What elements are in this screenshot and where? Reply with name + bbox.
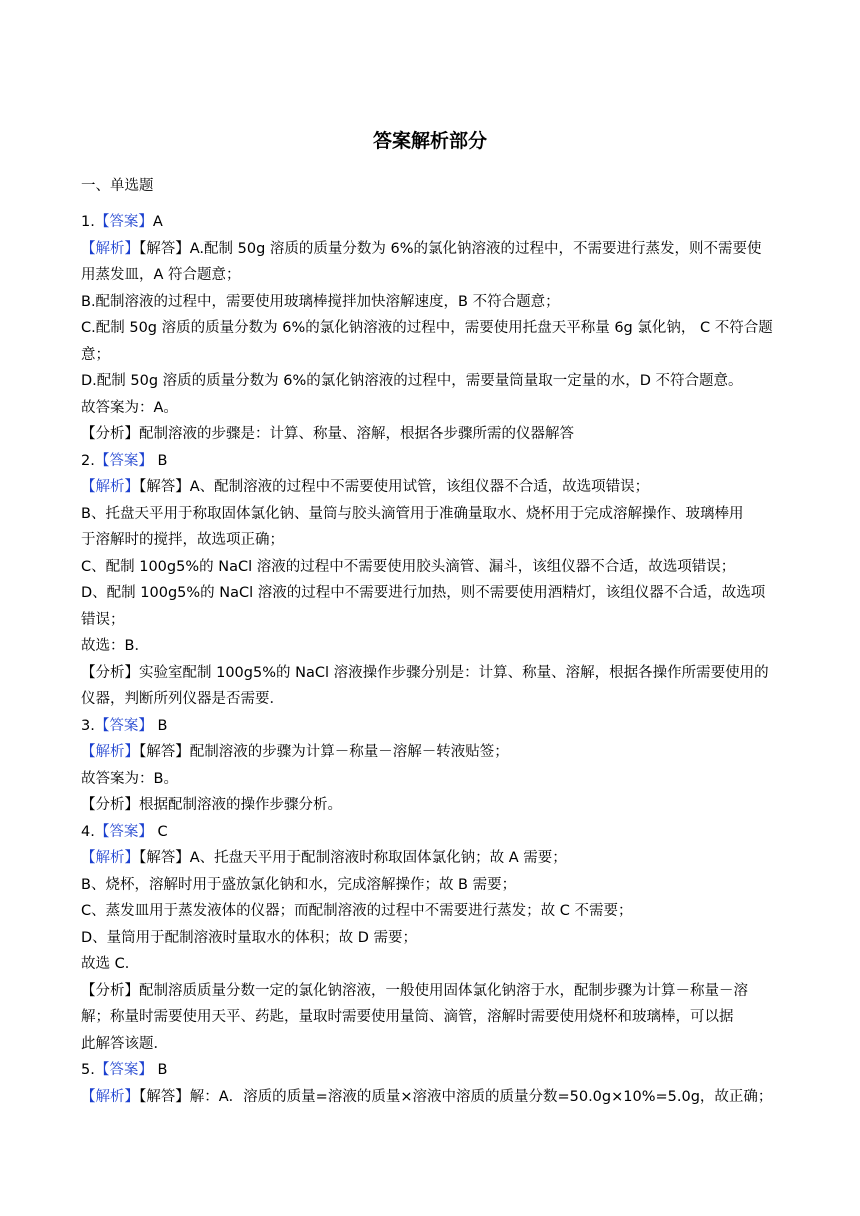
q4-text-4: D、量筒用于配制溶液时量取水的体积；故 D 需要；: [81, 929, 418, 946]
q1-analysis-text: 配制溶液的步骤是：计算、称量、溶解，根据各步骤所需的仪器解答: [139, 426, 574, 442]
q2-text-4: C、配制 100g5%的 NaCl 溶液的过程中不需要使用胶头滴管、漏斗，该组仪器不合适，故选项错误；: [81, 558, 736, 575]
answer-body: [81, 209, 781, 1110]
solve-tag: 【解答】: [139, 850, 190, 866]
q3-analysis-text: 根据配制溶液的操作步骤分析。: [139, 797, 342, 813]
analysis-tag: 【解析】: [81, 479, 139, 495]
q3-number: 3.: [81, 717, 95, 734]
q1-text-1: A.配制 50g 溶质的质量分数为 6%的氯化钠溶液的过程中，不需要进行蒸发，则不需要使: [189, 240, 762, 257]
q4-number: 4.: [81, 823, 95, 840]
q4-answer-line: [81, 819, 781, 846]
q1-text-3: B.配制溶液的过程中，需要使用玻璃棒搅拌加快溶解速度，B 不符合题意；: [81, 293, 560, 310]
q1-text-4: C.配制 50g 溶质的质量分数为 6%的氯化钠溶液的过程中，需要使用托盘天平称量 6g 氯化钠， C 不符合题: [81, 320, 773, 336]
q1-text-7: 故答案为：A。: [81, 399, 178, 416]
fenxi-tag: 【分析】: [81, 426, 139, 442]
q2-text-6: 错误；: [81, 611, 125, 628]
q2-answer-line: [81, 448, 781, 475]
solve-tag: 【解答】: [139, 744, 190, 760]
solve-tag: 【解答】: [139, 240, 190, 257]
q4-analysis-line: [81, 978, 781, 1005]
q2-text-1: A、配制溶液的过程中不需要使用试管，该组仪器不合适，故选项错误；: [189, 479, 650, 495]
analysis-tag: 【解析】: [81, 744, 139, 760]
q1-text-2: 用蒸发皿，A 符合题意；: [81, 267, 241, 283]
q2-analysis-text-1: 实验室配制 100g5%的 NaCl 溶液操作步骤分别是：计算、称量、溶解，根据各操作所需要使用的: [139, 664, 769, 681]
q4-analysis-text-3: 此解答该题．: [81, 1035, 168, 1052]
q4-analysis-text-1: 配制溶质质量分数一定的氯化钠溶液，一般使用固体氯化钠溶于水，配制步骤为计算－称量－溶: [139, 982, 748, 999]
q1-number: 1.: [81, 214, 95, 230]
page-title: 答案解析部分: [372, 130, 487, 152]
answer-tag: 【答案】: [94, 823, 153, 840]
section-heading: 一、单选题: [81, 178, 154, 194]
q5-answer: B: [152, 1062, 168, 1078]
solve-tag: 【解答】: [139, 1088, 190, 1105]
q5-text-1: 解：A．溶质的质量=溶液的质量×溶液中溶质的质量分数=50.0g×10%=5.0g，故正确；: [189, 1088, 773, 1105]
q2-analysis-text-2: 仪器，判断所列仪器是否需要．: [81, 691, 284, 707]
q1-answer-line: [81, 209, 781, 236]
q5-answer-line: [81, 1057, 781, 1084]
q3-text-1: 配制溶液的步骤为计算－称量－溶解－转液贴签；: [189, 744, 509, 760]
q4-text-5: 故选 C．: [81, 956, 140, 972]
q1-analysis-line: [81, 421, 781, 448]
q4-text-1: A、托盘天平用于配制溶液时称取固体氯化钠；故 A 需要；: [189, 850, 567, 866]
q1-text-5: 意；: [81, 346, 110, 363]
solve-tag: 【解答】: [139, 479, 190, 495]
q1-text-6: D.配制 50g 溶质的质量分数为 6%的氯化钠溶液的过程中，需要量筒量取一定量的水，D 不符合题意。: [81, 373, 743, 389]
q3-analysis-line: [81, 792, 781, 819]
q2-number: 2.: [81, 452, 95, 469]
q5-number: 5.: [81, 1062, 95, 1078]
answer-tag: 【答案】: [94, 214, 153, 230]
q2-text-5: D、配制 100g5%的 NaCl 溶液的过程中不需要进行加热，则不需要使用酒精灯，该组仪器不合适，故选项: [81, 585, 766, 601]
q1-explanation-line: [81, 236, 781, 263]
analysis-tag: 【解析】: [81, 1088, 139, 1105]
fenxi-tag: 【分析】: [81, 797, 139, 813]
q3-text-2: 故答案为：B。: [81, 770, 178, 787]
q4-text-2: B、烧杯，溶解时用于盛放氯化钠和水，完成溶解操作；故 B 需要；: [81, 876, 517, 893]
q2-explanation-line: [81, 474, 781, 501]
analysis-tag: 【解析】: [81, 850, 139, 866]
q4-explanation-line: [81, 845, 781, 872]
answer-tag: 【答案】: [94, 1062, 153, 1078]
q2-analysis-line: [81, 660, 781, 687]
q3-explanation-line: [81, 739, 781, 766]
fenxi-tag: 【分析】: [81, 982, 139, 999]
answer-tag: 【答案】: [94, 717, 153, 734]
q2-text-7: 故选：B．: [81, 638, 149, 654]
q2-text-2: B、托盘天平用于称取固体氯化钠、量筒与胶头滴管用于准确量取水、烧杯用于完成溶解操作、玻璃棒用: [81, 505, 744, 522]
q2-answer: B: [152, 452, 168, 469]
q3-answer-line: [81, 713, 781, 740]
fenxi-tag: 【分析】: [81, 664, 139, 681]
q4-answer: C: [152, 823, 168, 840]
q4-text-3: C、蒸发皿用于蒸发液体的仪器；而配制溶液的过程中不需要进行蒸发；故 C 不需要；: [81, 903, 633, 919]
answer-tag: 【答案】: [94, 452, 153, 469]
analysis-tag: 【解析】: [81, 240, 139, 257]
q5-explanation-line: [81, 1084, 781, 1111]
q1-answer: A: [152, 214, 163, 230]
q4-analysis-text-2: 解；称量时需要使用天平、药匙，量取时需要使用量筒、滴管，溶解时需要使用烧杯和玻璃棒，可以据: [81, 1009, 734, 1025]
q3-answer: B: [152, 717, 168, 734]
q2-text-3: 于溶解时的搅拌，故选项正确；: [81, 532, 284, 548]
